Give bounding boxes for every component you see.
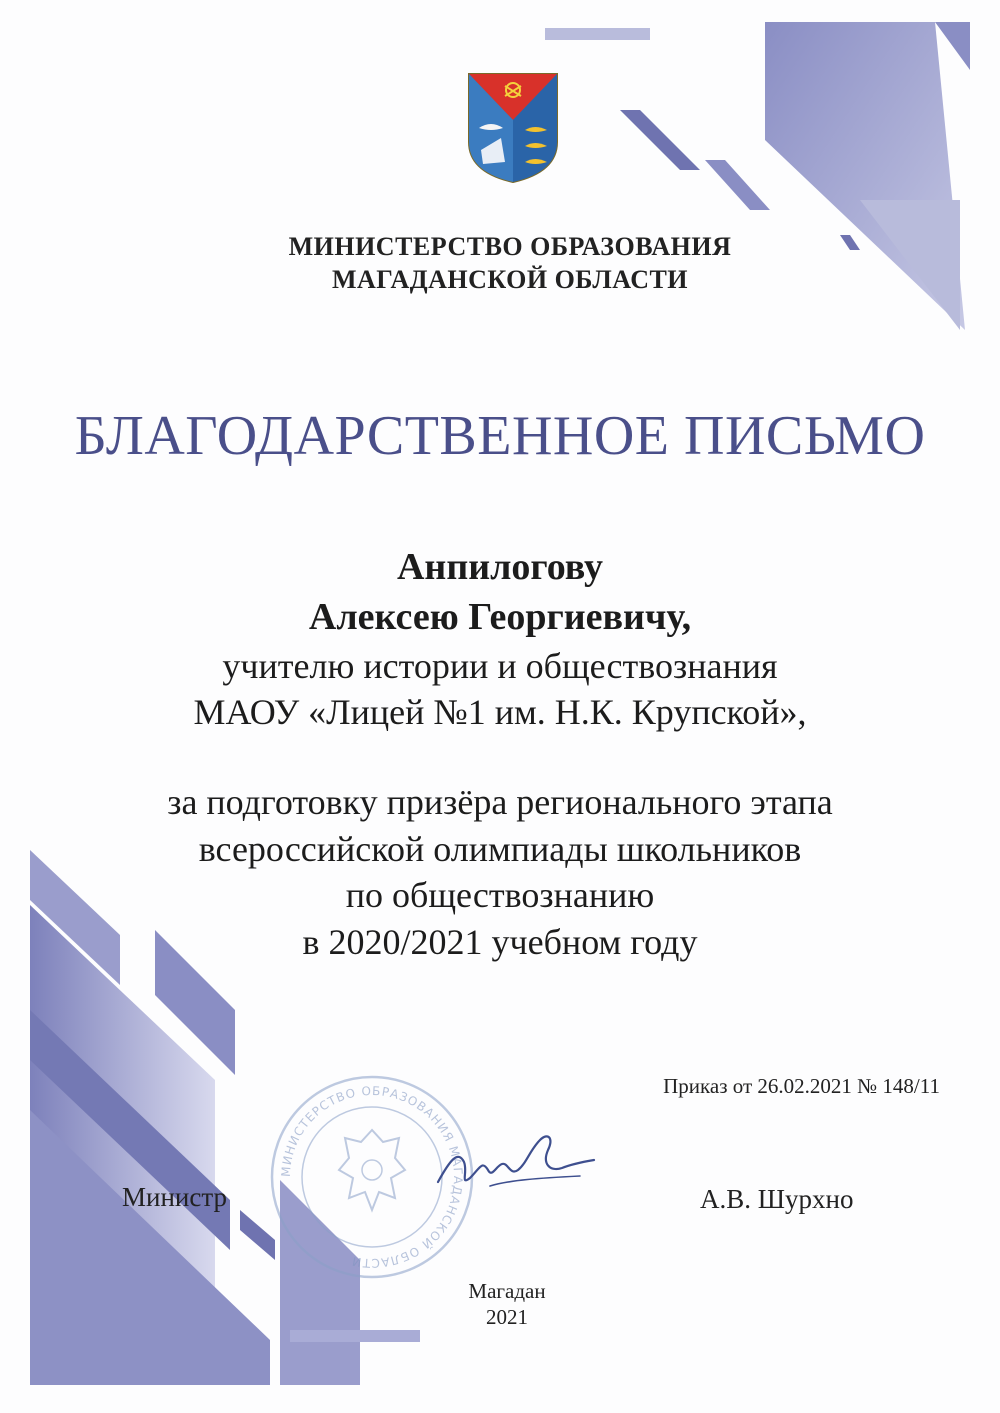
stamp-text: МИНИСТЕРСТВО ОБРАЗОВАНИЯ МАГАДАНСКОЙ ОБЛАСТИ [278,1083,466,1271]
stripe-top-1 [545,28,650,40]
stripe-bottom-8 [290,1330,420,1342]
place-and-year [0,1278,1000,1330]
coat-of-arms-icon [467,72,559,184]
signatory-title: Министр [122,1182,227,1212]
handwritten-signature-icon [430,1120,600,1200]
recipient-name: Алексею Георгиевичу, [308,596,692,638]
reason-line-1: за подготовку призёра регионального этапа [167,782,833,822]
document-title: БЛАГОДАРСТВЕННОЕ ПИСЬМО [74,405,926,467]
order-reference: Приказ от 26.02.2021 № 148/11 [663,1074,940,1098]
recipient-position: учителю истории и обществознания [222,646,778,686]
recipient-surname: Анпилогову [396,546,604,588]
ministry-name-line-1: МИНИСТЕРСТВО ОБРАЗОВАНИЯ [288,232,732,261]
reason-line-2: всероссийской олимпиады школьников [198,829,802,869]
recipient-school: МАОУ «Лицей №1 им. Н.К. Крупской», [193,692,807,732]
reason-line-3: по обществознанию [345,875,655,915]
signatory-name: А.В. Шурхно [700,1184,854,1214]
issue-year: 2021 [486,1305,528,1329]
city-name: Магадан [468,1279,546,1303]
ministry-name-line-2: МАГАДАНСКОЙ ОБЛАСТИ [331,265,689,294]
stripe-top-3 [935,22,970,70]
stripe-top-4 [620,110,700,170]
reason-line-4: в 2020/2021 учебном году [302,922,698,962]
stripe-top-5 [705,160,770,210]
